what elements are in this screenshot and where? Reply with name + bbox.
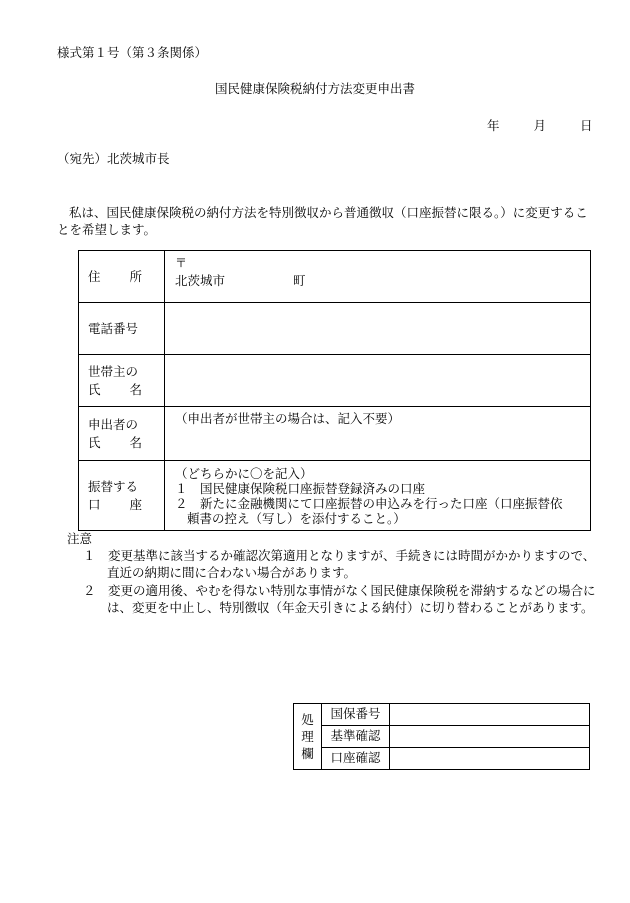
phone-field[interactable] [165,303,591,355]
address-field[interactable] [165,251,591,303]
request-statement: 私は、国民健康保険税の納付方法を特別徴収から普通徴収（口座振替に限る。）に変更することを希望します。 [57,205,588,237]
householder-label: 世帯主の 氏 名 [79,355,165,407]
householder-row [79,355,591,407]
householder-name-field[interactable] [165,355,591,407]
form-number: 様式第１号（第３条関係） [57,45,208,60]
processing-field-account-check[interactable] [390,748,590,770]
postal-mark: 〒 [175,256,188,270]
processing-table [293,703,590,770]
applicant-name-field[interactable] [165,407,591,461]
date-day-label: 日 [579,118,593,133]
processing-side-label: 処 理 欄 [294,704,322,770]
account-option-1[interactable]: １ 国民健康保険税口座振替登録済みの口座 [175,480,426,496]
processing-label-account-check: 口座確認 [322,748,390,770]
account-instruction: （どちらかに〇を記入） [175,465,313,481]
note-item-2: ２ 変更の適用後、やむを得ない特別な事情がなく国民健康保険税を滞納するなどの場合には、変更を中止し、特別徴収（年金天引きによる納付）に切り替わることがあります。 [83,583,596,615]
account-option-2[interactable]: ２ 新たに金融機関にて口座振替の申込みを行った口座（口座振替依頼書の控え（写し）を添付すること。） [175,495,563,526]
applicant-label: 申出者の 氏 名 [79,407,165,461]
address-label: 住 所 [79,251,165,303]
account-row [79,461,591,531]
date-year-label: 年 [487,118,500,133]
date-month-label: 月 [533,118,546,133]
note-item-1: １ 変更基準に該当するか確認次第適用となりますが、手続きには時間がかかりますので、直近の納期に間に合わない場合があります。 [83,548,596,580]
phone-label: 電話番号 [79,303,165,355]
address-city: 北茨城市 [175,273,226,288]
processing-label-kokuho-number: 国保番号 [322,704,390,726]
notes-heading: 注意 [67,531,93,546]
addressee: （宛先）北茨城市長 [57,151,170,166]
phone-row [79,303,591,355]
applicant-row [79,407,591,461]
address-row [79,251,591,303]
date-line [487,120,592,133]
application-table [78,250,591,531]
applicant-note: （申出者が世帯主の場合は、記入不要） [175,411,401,426]
processing-label-criteria-check: 基準確認 [322,726,390,748]
account-label: 振替する 口 座 [79,461,165,531]
account-field[interactable] [165,461,591,531]
processing-field-criteria-check[interactable] [390,726,590,748]
processing-field-kokuho-number[interactable] [390,704,590,726]
form-title: 国民健康保険税納付方法変更申出書 [214,81,415,96]
address-town: 町 [293,273,306,288]
